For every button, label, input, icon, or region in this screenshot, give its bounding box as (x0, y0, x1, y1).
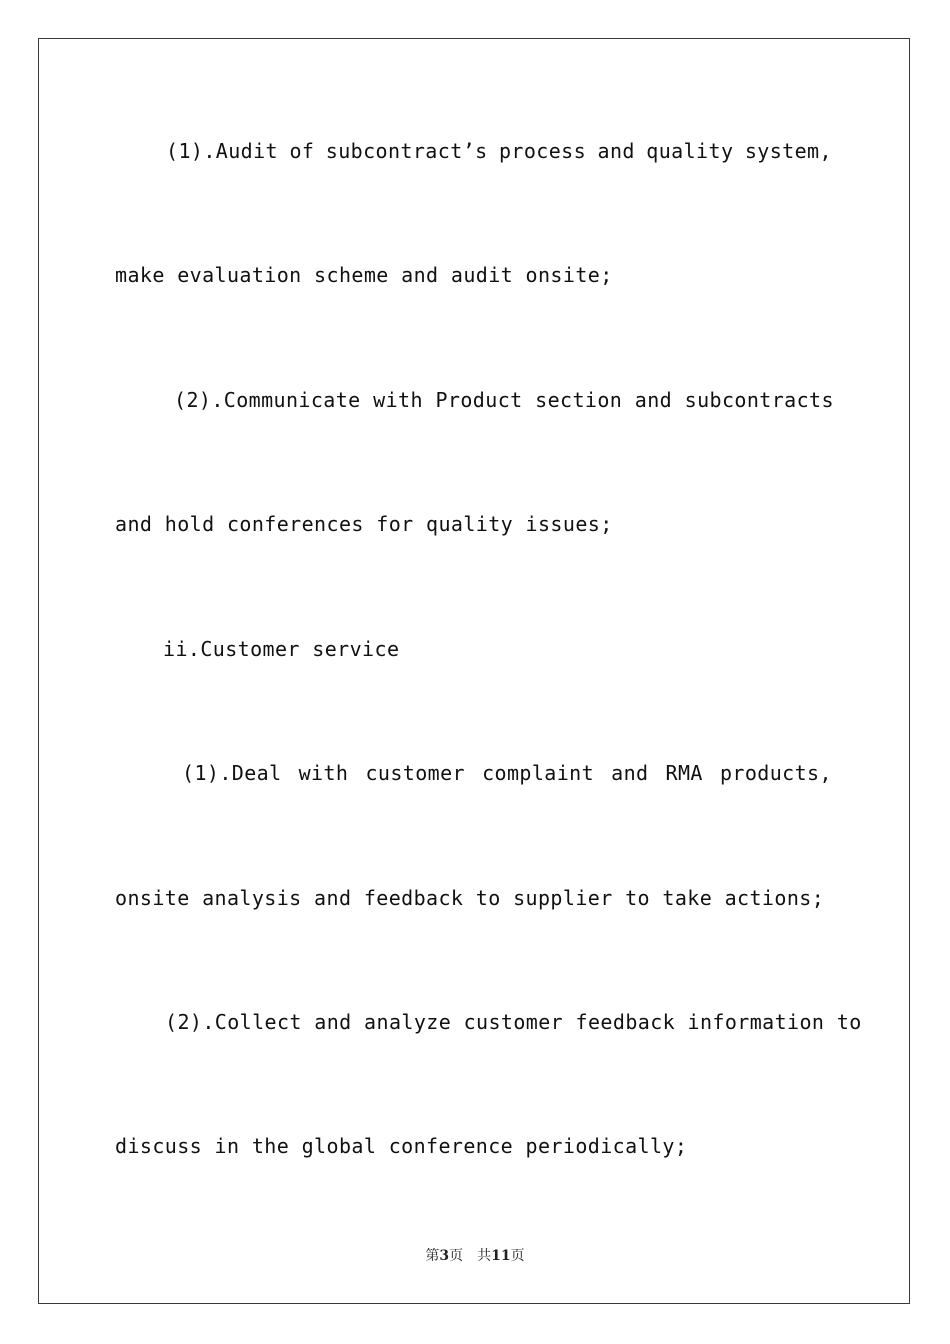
page-border (38, 38, 910, 1304)
word: (2).Communicate (174, 388, 361, 412)
paragraph-1-first-line (166, 139, 832, 163)
word: and (611, 761, 649, 785)
word: Product (435, 388, 523, 412)
word: subcontract’s (325, 139, 488, 163)
total-suffix: 页 (510, 1248, 525, 1264)
paragraph-2-continuation: and hold conferences for quality issues; (115, 512, 613, 536)
word: and (597, 139, 635, 163)
word: with (298, 761, 349, 785)
word: RMA (665, 761, 703, 785)
word: (1).Deal (182, 761, 282, 785)
word: system, (744, 139, 832, 163)
paragraph-3-continuation: onsite analysis and feedback to supplier to take actions; (115, 886, 825, 910)
word: quality (646, 139, 734, 163)
paragraph-2-first-line (174, 388, 834, 412)
total-prefix: 共 (477, 1248, 492, 1264)
paragraph-4-continuation: discuss in the global conference periodically; (115, 1134, 688, 1158)
word: products, (719, 761, 832, 785)
page-number: 3 (439, 1248, 450, 1264)
paragraph-1-continuation: make evaluation scheme and audit onsite; (115, 263, 613, 287)
paragraph-3-first-line (182, 761, 832, 785)
word: customer (365, 761, 465, 785)
page-suffix: 页 (449, 1248, 464, 1264)
total-pages: 11 (491, 1248, 511, 1264)
word: and (634, 388, 673, 412)
word: (1).Audit (166, 139, 278, 163)
word: with (373, 388, 423, 412)
word: complaint (482, 761, 595, 785)
word: section (535, 388, 623, 412)
word: subcontracts (684, 388, 834, 412)
paragraph-4-first-line: (2).Collect and analyze customer feedback information to (165, 1010, 862, 1034)
section-heading: ii.Customer service (163, 637, 400, 661)
page-prefix: 第 (425, 1248, 440, 1264)
page-footer (0, 1247, 950, 1265)
word: process (498, 139, 587, 163)
word: of (289, 139, 315, 163)
